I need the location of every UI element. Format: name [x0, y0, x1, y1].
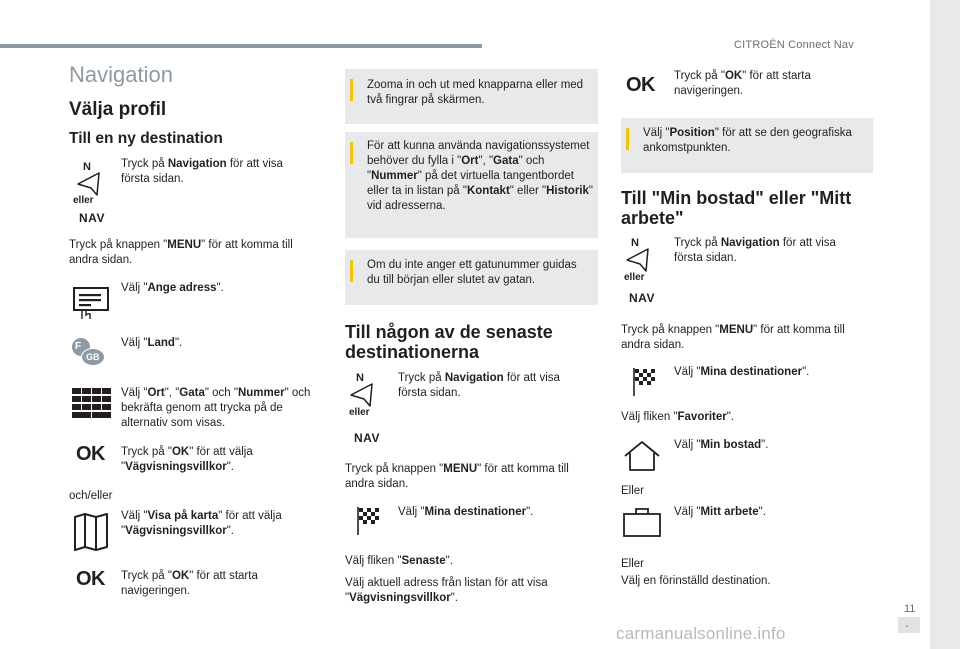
info-marker — [350, 142, 353, 164]
home-icon — [622, 440, 662, 472]
step-mina-destinationer: Välj "Mina destinationer". — [398, 506, 534, 518]
ok-button-icon: OK — [626, 74, 655, 96]
step-mina-destinationer: Välj "Mina destinationer". — [674, 366, 810, 378]
step-min-bostad: Välj "Min bostad". — [674, 439, 769, 451]
svg-text:N: N — [356, 372, 364, 384]
tab-senaste-instruction: Välj fliken "Senaste". — [345, 555, 453, 567]
info-marker — [626, 128, 629, 150]
country-f-label: F — [75, 341, 82, 352]
ok-button-icon: OK — [76, 443, 105, 465]
och-eller-label: och/eller — [69, 490, 113, 502]
menu-instruction: Tryck på knappen "MENU" för att komma till andra sidan. — [69, 239, 293, 266]
heading-valja-profil: Välja profil — [69, 99, 167, 120]
step-mitt-arbete: Välj "Mitt arbete". — [674, 506, 766, 518]
page-number: 11 — [904, 603, 916, 615]
info-box-zoom — [345, 69, 598, 124]
svg-text:N: N — [631, 237, 639, 249]
keypad-icon — [72, 388, 112, 418]
menu-instruction: Tryck på knappen "MENU" för att komma till andra sidan. — [621, 324, 845, 351]
tab-favoriter-instruction: Välj fliken "Favoriter". — [621, 411, 734, 423]
watermark: carmanualsonline.info — [616, 624, 786, 643]
nav-label: NAV — [79, 211, 105, 225]
ok-button-icon-2: OK — [76, 568, 105, 590]
info-zoom-text: Zooma in och ut med knapparna eller med två fingrar på skärmen. — [367, 79, 584, 106]
eller-separator-2: Eller — [621, 558, 645, 570]
heading-home-work: Till "Min bostad" eller "Mitt arbete" — [621, 188, 852, 228]
address-keyboard-icon — [72, 286, 110, 320]
eller-separator: Eller — [621, 485, 645, 497]
step-ok-villkor: Tryck på "OK" för att välja "Vägvisningsvillkor". — [121, 446, 253, 473]
final-instruction: Välj aktuell adress från listan för att visa "Vägvisningsvillkor". — [345, 577, 548, 604]
page-marker-dot: . — [905, 614, 909, 630]
menu-instruction: Tryck på knappen "MENU" för att komma till andra sidan. — [345, 463, 569, 490]
subheading-new-destination: Till en ny destination — [69, 130, 223, 147]
step-ok-start: Tryck på "OK" för att starta navigeringen. — [121, 570, 258, 597]
step-ort-gata-nummer: Välj "Ort", "Gata" och "Nummer" och bekräfta genom att trycka på de alternativ som visas. — [121, 387, 311, 429]
nav-label: NAV — [629, 291, 655, 305]
briefcase-icon — [622, 506, 662, 538]
step-ange-adress: Välj "Ange adress". — [121, 282, 224, 294]
section-title: Navigation — [69, 62, 173, 87]
nav-button-icon — [62, 160, 112, 226]
info-keyboard-text: För att kunna använda navigationssystemet behöver du fylla i "Ort", "Gata" och "Nummer" på det virtuella tangentbordet eller ta in listan på "Kontakt" eller "Historik" vid adresserna. — [367, 140, 593, 212]
checkered-flag-icon — [356, 506, 380, 536]
step-tap-navigation: Tryck på Navigation för att visa första sidan. — [674, 237, 836, 264]
final-instruction: Välj en förinställd destination. — [621, 575, 771, 587]
svg-text:N: N — [83, 161, 91, 173]
step-ok-start: Tryck på "OK" för att starta navigeringen. — [674, 70, 811, 97]
eller-label: eller — [349, 407, 370, 418]
step-tap-navigation: Tryck på Navigation för att visa första sidan. — [121, 158, 283, 185]
heading-recent-destinations: Till någon av de senaste destinationerna — [345, 322, 553, 362]
info-house-number-text: Om du inte anger ett gatunummer guidas du till början eller slutet av gatan. — [367, 259, 577, 286]
step-land: Välj "Land". — [121, 337, 183, 349]
header-rule — [0, 44, 482, 48]
step-tap-navigation: Tryck på Navigation för att visa första sidan. — [398, 372, 560, 399]
eller-label: eller — [624, 272, 645, 283]
info-box-keyboard — [345, 132, 598, 238]
page-edge-strip — [930, 0, 960, 649]
nav-label: NAV — [354, 431, 380, 445]
nav-button-icon — [338, 371, 388, 445]
info-box-position — [621, 118, 873, 173]
country-gb-label: GB — [86, 352, 100, 362]
info-position-text: Välj "Position" för att se den geografiska ankomstpunkten. — [643, 127, 852, 154]
info-marker — [350, 260, 353, 282]
brand-label: CITROËN Connect Nav — [734, 39, 854, 51]
info-marker — [350, 79, 353, 101]
eller-label: eller — [73, 195, 94, 206]
nav-button-icon — [614, 236, 664, 306]
checkered-flag-icon — [632, 367, 656, 397]
page-marker — [898, 614, 920, 633]
country-flag-icon — [72, 338, 108, 368]
map-icon — [74, 513, 108, 551]
info-box-house-number — [345, 250, 598, 305]
step-visa-pa-karta: Välj "Visa på karta" för att välja "Vägvisningsvillkor". — [121, 510, 282, 537]
